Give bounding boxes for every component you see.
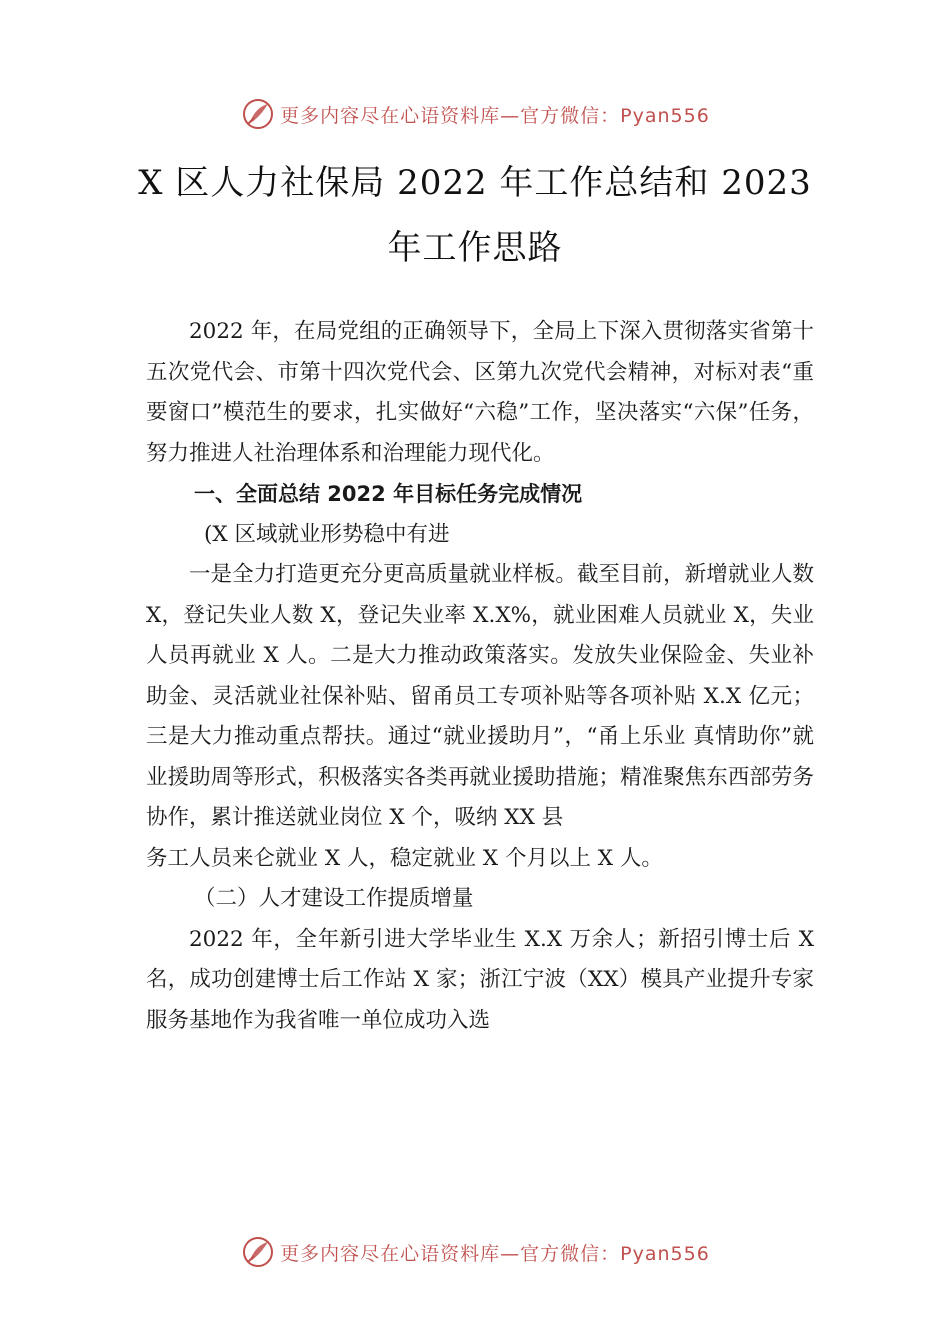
watermark-banner-top	[0, 94, 950, 134]
employment-paragraph-continued: 务工人员来仑就业 X 人，稳定就业 X 个月以上 X 人。	[146, 845, 663, 871]
feather-logo-icon	[240, 96, 276, 132]
intro-paragraph: 2022 年，在局党组的正确领导下，全局上下深入贯彻落实省第十五次党代会、市第十四次党代会、区第九次党代会精神，对标对表“重要窗口”模范生的要求，扎实做好“六稳”工作，坚决落实“六保”任务，努力推进人社治理体系和治理能力现代化。	[146, 319, 814, 466]
watermark-banner-bottom	[0, 1232, 950, 1272]
section-heading: 一、全面总结 2022 年目标任务完成情况	[194, 482, 583, 506]
watermark-text: 更多内容尽在心语资料库—官方微信：Pyan556	[280, 104, 710, 127]
subsection-heading-employment: (X 区域就业形势稳中有进	[204, 521, 450, 547]
feather-logo-icon	[240, 1234, 276, 1270]
watermark-text: 更多内容尽在心语资料库—官方微信：Pyan556	[280, 1242, 710, 1265]
employment-paragraph: 一是全力打造更充分更高质量就业样板。截至目前，新增就业人数 X，登记失业人数 X，登记失业率 X.X%，就业困难人员就业 X，失业人员再就业 X 人。二是大力推动政策落实。发放失业保险金、失业补助金、灵活就业社保补贴、留甬员工专项补贴等各项补贴 X.X 亿元；三是大力推动重点帮扶。通过“就业援助月”，“甬上乐业 真情助你”就业援助周等形式，积极落实各类再就业援助措施；精准聚焦东西部劳务协作，累计推送就业岗位 X 个，吸纳 XX 县	[146, 562, 814, 830]
document-body	[146, 312, 814, 1041]
document-title-line1: X 区人力社保局 2022 年工作总结和 2023	[138, 163, 812, 203]
talent-paragraph: 2022 年，全年新引进大学毕业生 X.X 万余人；新招引博士后 X 名，成功创建博士后工作站 X 家；浙江宁波（XX）模具产业提升专家服务基地作为我省唯一单位成功入选	[146, 926, 814, 1033]
subsection-heading-talent: （二）人才建设工作提质增量	[194, 886, 474, 911]
document-title-line2: 年工作思路	[387, 228, 563, 268]
